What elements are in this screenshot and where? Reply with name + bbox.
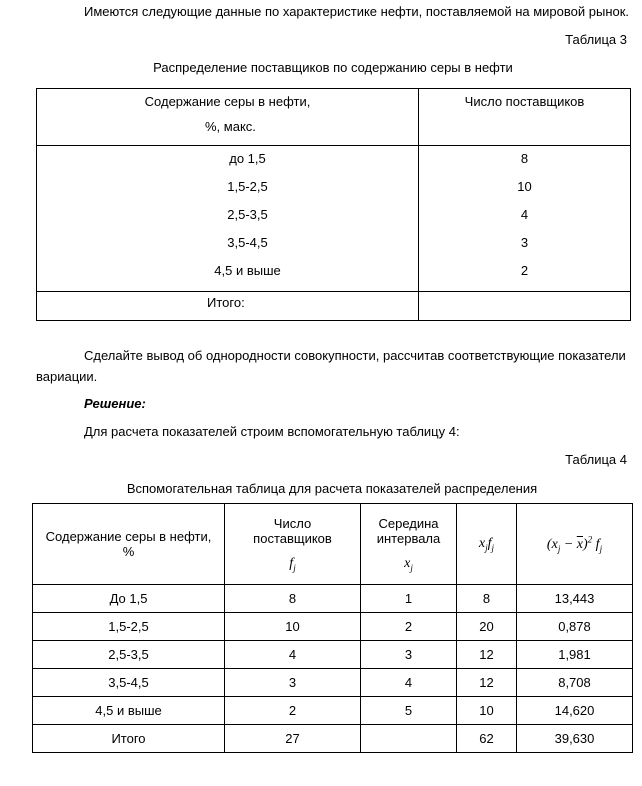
- table4-header-midpoint: Середина интервала $x_j$: [361, 504, 457, 585]
- table3-total-label: Итого:: [37, 292, 419, 321]
- table4-header-deviation-formula: $(x_j - \overline{x})^2$ $f_j$: [546, 534, 603, 554]
- table3-label: Таблица 3: [565, 32, 627, 47]
- intro-text: Имеются следующие данные по характеристике нефти, поставляемой на мировой рынок.: [84, 4, 630, 19]
- table3-header-sulfur-line1: Содержание серы в нефти,: [144, 94, 311, 109]
- table3-row-4-count: 2: [520, 263, 529, 278]
- table4-row: 4,5 и выше 2 5 10 14,620: [33, 697, 633, 725]
- table4: [32, 503, 633, 753]
- table3-row-0-range: до 1,5: [229, 151, 266, 166]
- table4-title: Вспомогательная таблица для расчета показателей распределения: [126, 481, 538, 496]
- table3-row-0-count: 8: [520, 151, 529, 166]
- table4-header-xf: [457, 504, 517, 585]
- table4-row: До 1,5 8 1 8 13,443: [33, 585, 633, 613]
- table3-total-value: [419, 292, 631, 321]
- table4-header-suppliers-symbol: $f_j$: [289, 555, 296, 573]
- table3-header-suppliers: Число поставщиков: [419, 89, 631, 146]
- table3-ranges-cell: [37, 146, 419, 292]
- table3-header-sulfur-line2: %, макс.: [205, 119, 256, 134]
- table4-total-row: Итого 27 62 39,630: [33, 725, 633, 753]
- solution-label: Решение:: [84, 396, 146, 411]
- table3-row-2-count: 4: [520, 207, 529, 222]
- solution-text: Для расчета показателей строим вспомогательную таблицу 4:: [84, 424, 460, 439]
- table3-row-2-range: 2,5-3,5: [227, 207, 268, 222]
- table4-row: 1,5-2,5 10 2 20 0,878: [33, 613, 633, 641]
- table3-row-1-count: 10: [517, 179, 532, 194]
- task-line2: вариации.: [36, 369, 98, 384]
- table3-counts-cell: [419, 146, 631, 292]
- table4-header-midpoint-symbol: $x_j$: [404, 555, 413, 573]
- table3-row-3-range: 3,5-4,5: [227, 235, 268, 250]
- table3-header-sulfur: [37, 89, 419, 146]
- table4-row: 2,5-3,5 4 3 12 1,981: [33, 641, 633, 669]
- table4-header-deviation: [517, 504, 633, 585]
- table4-label: Таблица 4: [565, 452, 627, 467]
- table3-title: Распределение поставщиков по содержанию серы в нефти: [153, 60, 513, 75]
- table4-row: 3,5-4,5 3 4 12 8,708: [33, 669, 633, 697]
- table3-row-3-count: 3: [520, 235, 529, 250]
- table3: [36, 88, 631, 321]
- table3-row-4-range: 4,5 и выше: [214, 263, 281, 278]
- table4-header-sulfur: Содержание серы в нефти, %: [33, 504, 225, 585]
- table4-header-xf-formula: $x_jf_j$: [478, 536, 495, 553]
- task-line1: Сделайте вывод об однородности совокупности, рассчитав соответствующие показатели: [84, 348, 626, 363]
- table3-row-1-range: 1,5-2,5: [227, 179, 268, 194]
- table4-header-suppliers: Число поставщиков $f_j$: [225, 504, 361, 585]
